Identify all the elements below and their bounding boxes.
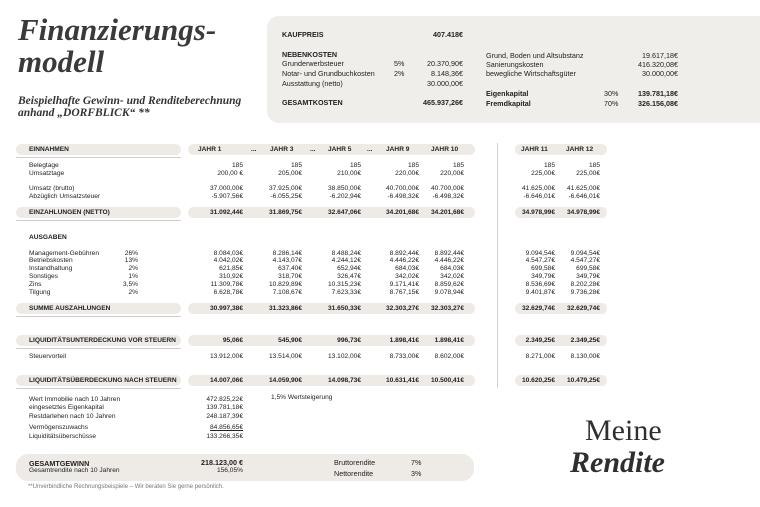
nettorendite-label: Nettorendite [334, 469, 374, 478]
umsatz-label: Umsatz (brutto) [29, 185, 75, 192]
year-header: JAHR 5 [328, 146, 352, 153]
unter-cell: 95,06€ [222, 337, 243, 344]
ausgaben-cell: 699,58€ [576, 265, 600, 272]
umsatz-cell: 37.000,00€ [209, 185, 243, 192]
umsatztage-cell: 225,00€ [576, 170, 600, 177]
unter-cell: 545,90€ [278, 337, 302, 344]
ausgaben-row-label: Betriebskosten [29, 257, 73, 264]
summary-label: Liquiditätsüberschüsse [29, 433, 97, 440]
summe-cell: 32.303,27€ [385, 305, 419, 312]
ausgaben-row-label: Tilgung [29, 289, 51, 296]
ausgaben-row-label: Zins [29, 281, 42, 288]
divider [16, 316, 181, 317]
summary-value: 248.187,39€ [206, 413, 243, 420]
belegtage-label: Belegtage [29, 162, 59, 169]
gesamtgewinn-label: GESAMTGEWINN [29, 459, 90, 468]
kaufpreis-label: KAUFPREIS [282, 30, 324, 39]
summary-label: Vermögenszuwachs [29, 424, 89, 431]
summary-label: Wert Immobilie nach 10 Jahren [29, 396, 121, 403]
nebenkosten-item-label: Ausstattung (netto) [282, 79, 343, 88]
ausgaben-cell: 4.042,02€ [213, 257, 243, 264]
unter-cell: 1.898,41€ [434, 337, 464, 344]
ausgaben-row-label: Sonstiges [29, 273, 58, 280]
netto-cell: 34.201,68€ [430, 209, 464, 216]
summe-label: SUMME AUSZAHLUNGEN [29, 305, 111, 312]
bruttorendite-label: Bruttorendite [334, 458, 376, 467]
ausgaben-cell: 8.892,44€ [389, 250, 419, 257]
belegtage-cell: 185 [543, 162, 555, 169]
year-header: JAHR 9 [386, 146, 410, 153]
page-subtitle: Beispielhafte Gewinn- und Renditeberechnung anhand „DORFBLICK“ ** [18, 95, 242, 119]
einnahmen-label: EINNAHMEN [29, 146, 69, 153]
ueber-cell: 14.059,90€ [268, 377, 302, 384]
ausgaben-row-pct: 26% [124, 250, 138, 257]
nebenkosten-item-value: 8.148,36€ [431, 69, 463, 78]
kaufpreis-value: 407.418€ [433, 30, 463, 39]
summe-cell: 31.650,33€ [327, 305, 361, 312]
ueber-cell: 14.098,73€ [327, 377, 361, 384]
belegtage-cell: 185 [588, 162, 600, 169]
ausgaben-cell: 4.244,12€ [331, 257, 361, 264]
umsatztage-cell: 220,00€ [395, 170, 419, 177]
fremdkapital-value: 326.156,08€ [638, 99, 678, 108]
ausgaben-label: AUSGABEN [29, 234, 67, 241]
year-header: JAHR 10 [431, 146, 459, 153]
ueber-label: LIQUIDITÄTSÜBERDECKUNG NACH STEUERN [29, 377, 177, 384]
ausgaben-cell: 9.401,87€ [525, 289, 555, 296]
umsatz-cell: 41.625,00€ [521, 185, 555, 192]
ausgaben-cell: 4.446,22€ [389, 257, 419, 264]
netto-cell: 34.201,68€ [385, 209, 419, 216]
belegtage-cell: 185 [349, 162, 361, 169]
page-title: Finanzierungs- modell [18, 12, 217, 79]
nebenkosten-item-value: 20.370,90€ [427, 59, 463, 68]
verteilung-label: Grund, Boden und Altsubstanz [486, 51, 584, 60]
ausgaben-cell: 9.094,54€ [525, 250, 555, 257]
nettorendite-value: 3% [411, 469, 422, 478]
nebenkosten-item-label: Notar- und Grundbuchkosten [282, 69, 375, 78]
steuer-cell: 13.514,00€ [268, 353, 302, 360]
verteilung-label: Sanierungskosten [486, 60, 544, 69]
ausgaben-cell: 10.829,89€ [268, 281, 302, 288]
ausgaben-cell: 6.628,78€ [213, 289, 243, 296]
year-header: JAHR 12 [566, 146, 594, 153]
ausgaben-cell: 4.547,27€ [570, 257, 600, 264]
abzug-cell: -6.202,94€ [329, 193, 361, 200]
umsatztage-cell: 200,00 € [217, 170, 243, 177]
summe-cell: 32.629,74€ [521, 305, 555, 312]
summe-cell: 31.323,86€ [268, 305, 302, 312]
umsatztage-cell: 205,00€ [278, 170, 302, 177]
ausgaben-cell: 652,94€ [337, 265, 361, 272]
netto-label: EINZAHLUNGEN (NETTO) [29, 209, 110, 216]
ausgaben-cell: 621,85€ [219, 265, 243, 272]
ausgaben-cell: 349,79€ [576, 273, 600, 280]
ausgaben-cell: 637,40€ [278, 265, 302, 272]
verteilung-value: 30.000,00€ [642, 69, 678, 78]
ausgaben-cell: 4.446,22€ [434, 257, 464, 264]
brand-logo-line1: Meine [585, 414, 662, 447]
ausgaben-cell: 11.309,78€ [210, 281, 243, 288]
summe-cell: 32.303,27€ [430, 305, 464, 312]
divider [16, 388, 181, 389]
ausgaben-cell: 8.488,24€ [331, 250, 361, 257]
divider [16, 220, 181, 221]
umsatztage-label: Umsatztage [29, 170, 65, 177]
umsatztage-cell: 225,00€ [531, 170, 555, 177]
netto-cell: 34.978,99€ [566, 209, 600, 216]
year-ellipsis: ... [251, 146, 257, 153]
umsatztage-cell: 210,00€ [337, 170, 361, 177]
nebenkosten-item-pct: 2% [394, 69, 405, 78]
ausgaben-cell: 684,03€ [395, 265, 419, 272]
umsatz-cell: 40.700,00€ [430, 185, 464, 192]
netto-cell: 32.647,06€ [327, 209, 361, 216]
year-ellipsis: ... [367, 146, 373, 153]
belegtage-cell: 185 [452, 162, 464, 169]
ausgaben-row-pct: 1% [128, 273, 138, 280]
ausgaben-cell: 8.084,03€ [213, 250, 243, 257]
ausgaben-cell: 9.171,41€ [389, 281, 419, 288]
abzug-cell: -5.907,56€ [211, 193, 243, 200]
ueber-cell: 10.479,25€ [566, 377, 600, 384]
unter-label: LIQUIDITÄTSUNTERDECKUNG VOR STEUERN [29, 337, 176, 344]
ausgaben-cell: 7.108,67€ [272, 289, 302, 296]
netto-cell: 31.092,44€ [209, 209, 243, 216]
nebenkosten-label: NEBENKOSTEN [282, 50, 338, 59]
ausgaben-cell: 4.547,27€ [525, 257, 555, 264]
netto-cell: 31.869,75€ [268, 209, 302, 216]
abzug-cell: -6.498,32€ [387, 193, 419, 200]
ausgaben-cell: 342,02€ [395, 273, 419, 280]
abzug-cell: -6.055,25€ [270, 193, 302, 200]
ausgaben-cell: 8.286,14€ [272, 250, 302, 257]
steuer-cell: 8.733,00€ [389, 353, 419, 360]
ausgaben-cell: 684,03€ [440, 265, 464, 272]
ausgaben-row-pct: 13% [124, 257, 138, 264]
eigenkapital-pct: 30% [604, 89, 619, 98]
umsatztage-cell: 220,00€ [440, 170, 464, 177]
ausgaben-cell: 8.892,44€ [434, 250, 464, 257]
summary-value: 472.825,22€ [206, 396, 243, 403]
steuer-cell: 13.912,00€ [209, 353, 243, 360]
netto-cell: 34.978,99€ [521, 209, 555, 216]
ausgaben-cell: 8.859,62€ [434, 281, 464, 288]
steuer-cell: 8.130,00€ [570, 353, 600, 360]
summary-value: 133.266,35€ [206, 433, 243, 440]
ausgaben-cell: 7.623,33€ [331, 289, 361, 296]
gesamtrendite-label: Gesamtrendite nach 10 Jahren [29, 467, 120, 474]
ueber-cell: 10.620,25€ [521, 377, 555, 384]
umsatz-cell: 38.850,00€ [327, 185, 361, 192]
year-header: JAHR 1 [198, 146, 222, 153]
ausgaben-cell: 9.736,28€ [570, 289, 600, 296]
umsatz-cell: 37.925,00€ [268, 185, 302, 192]
summe-cell: 30.997,38€ [209, 305, 243, 312]
summary-label: eingesetztes Eigenkapital [29, 404, 104, 411]
ausgaben-cell: 326,47€ [337, 273, 361, 280]
fremdkapital-pct: 70% [604, 99, 619, 108]
unter-cell: 2.349,25€ [525, 337, 555, 344]
divider [16, 348, 181, 349]
steuer-cell: 8.271,00€ [525, 353, 555, 360]
footnote: **Unverbindliche Rechnungsbeispiele – Wir beraten Sie gerne persönlich. [28, 484, 224, 490]
ausgaben-cell: 9.094,54€ [570, 250, 600, 257]
ausgaben-cell: 8.536,69€ [525, 281, 555, 288]
ausgaben-cell: 8.202,28€ [570, 281, 600, 288]
ueber-cell: 10.631,41€ [385, 377, 419, 384]
ausgaben-cell: 318,70€ [278, 273, 302, 280]
verteilung-value: 416.320,08€ [638, 60, 678, 69]
summary-value: 84.856,65€ [209, 424, 243, 431]
unter-cell: 2.349,25€ [570, 337, 600, 344]
divider [16, 157, 181, 158]
nebenkosten-item-value: 30.000,00€ [427, 79, 463, 88]
gesamtgewinn-value: 218.123,00 € [201, 458, 243, 467]
gesamtkosten-label: GESAMTKOSTEN [282, 98, 343, 107]
belegtage-cell: 185 [231, 162, 243, 169]
fremdkapital-label: Fremdkapital [486, 99, 531, 108]
verteilung-label: bewegliche Wirtschaftsgüter [486, 69, 576, 78]
summary-label: Restdarlehen nach 10 Jahren [29, 413, 116, 420]
ausgaben-cell: 342,02€ [440, 273, 464, 280]
abzug-label: Abzüglich Umsatzsteuer [29, 193, 101, 200]
eigenkapital-label: Eigenkapital [486, 89, 529, 98]
verteilung-value: 19.617,18€ [642, 51, 678, 60]
abzug-cell: -6.646,01€ [523, 193, 555, 200]
ausgaben-row-pct: 2% [128, 289, 138, 296]
nebenkosten-item-pct: 5% [394, 59, 405, 68]
steuer-cell: 13.102,00€ [327, 353, 361, 360]
brand-logo-line2: Rendite [570, 446, 665, 479]
umsatz-cell: 40.700,00€ [385, 185, 419, 192]
ueber-cell: 10.500,41€ [430, 377, 464, 384]
ausgaben-row-label: Management-Gebühren [29, 250, 100, 257]
ausgaben-row-label: Instandhaltung [29, 265, 73, 272]
umsatz-cell: 41.625,00€ [566, 185, 600, 192]
bruttorendite-value: 7% [411, 458, 422, 467]
belegtage-cell: 185 [290, 162, 302, 169]
wertsteigerung-note: 1,5% Wertsteigerung [271, 394, 333, 401]
abzug-cell: -6.646,01€ [568, 193, 600, 200]
ausgaben-cell: 9.078,94€ [434, 289, 464, 296]
ausgaben-cell: 349,79€ [531, 273, 555, 280]
unter-cell: 1.898,41€ [389, 337, 419, 344]
abzug-cell: -6.498,32€ [432, 193, 464, 200]
ausgaben-cell: 310,92€ [219, 273, 243, 280]
ueber-cell: 14.007,06€ [209, 377, 243, 384]
year-header: JAHR 3 [270, 146, 294, 153]
summe-cell: 32.629,74€ [566, 305, 600, 312]
gesamtkosten-value: 465.937,26€ [423, 98, 463, 107]
gesamtrendite-value: 156,05% [216, 467, 243, 474]
year-ellipsis: ... [310, 146, 316, 153]
steuer-label: Steuervorteil [29, 353, 67, 360]
nebenkosten-item-label: Grunderwerbsteuer [282, 59, 344, 68]
ausgaben-cell: 699,58€ [531, 265, 555, 272]
ausgaben-cell: 10.315,23€ [327, 281, 361, 288]
ausgaben-row-pct: 2% [128, 265, 138, 272]
ausgaben-cell: 4.143,07€ [272, 257, 302, 264]
year-header: JAHR 11 [521, 146, 548, 153]
steuer-cell: 8.602,00€ [434, 353, 464, 360]
belegtage-cell: 185 [407, 162, 419, 169]
ausgaben-cell: 8.767,15€ [389, 289, 419, 296]
unter-cell: 996,73€ [337, 337, 361, 344]
ausgaben-row-pct: 3,5% [122, 281, 138, 288]
eigenkapital-value: 139.781,18€ [638, 89, 678, 98]
summary-value: 139.781,18€ [206, 404, 243, 411]
